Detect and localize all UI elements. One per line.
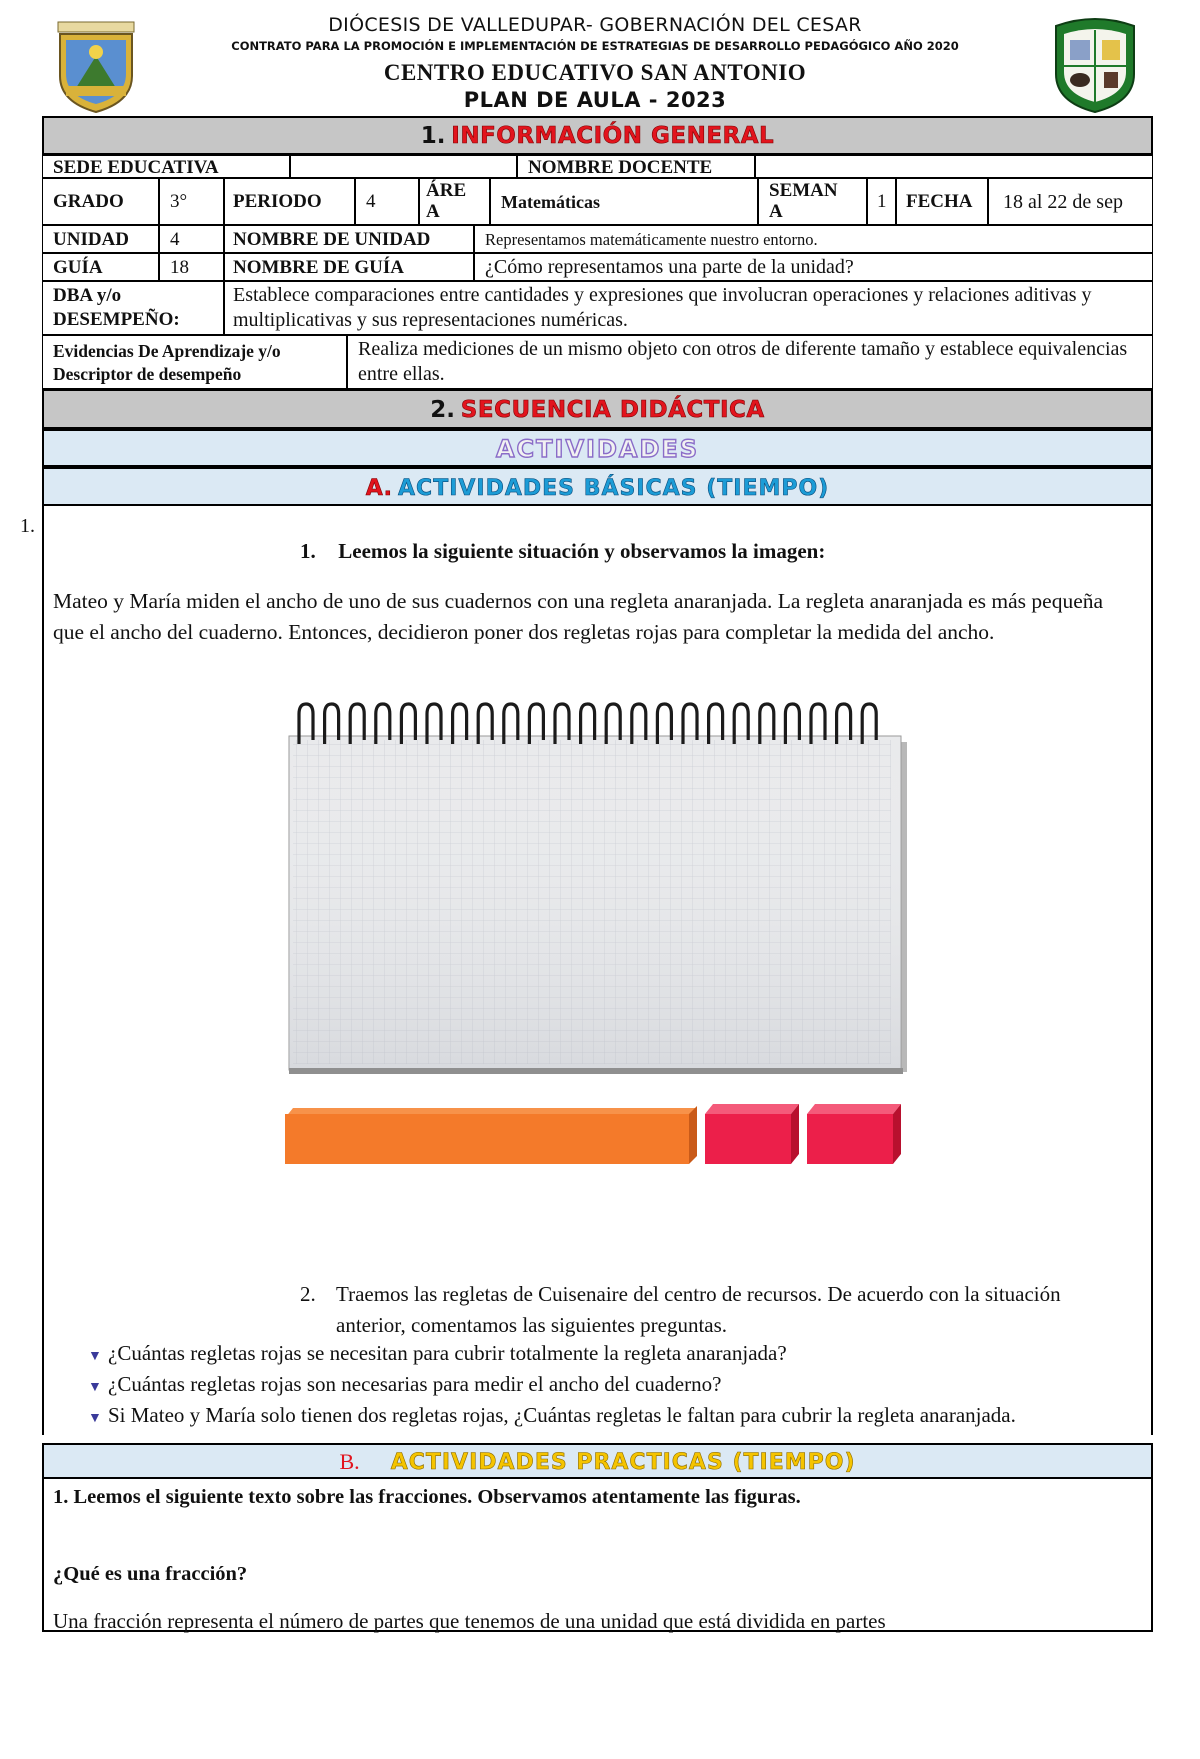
section-b-header — [42, 1443, 1153, 1479]
practical-question: ¿Qué es una fracción? — [53, 1563, 248, 1585]
margin-number: 1. — [20, 515, 35, 537]
basic-item-2-text: Traemos las regletas de Cuisenaire del centro de recursos. De acuerdo con la situación anterior, comentamos las siguientes preguntas. — [336, 1282, 1061, 1337]
section-2-header — [42, 389, 1153, 429]
section-b-title: ACTIVIDADES PRACTICAS (TIEMPO) — [390, 1450, 856, 1475]
section-a-title: ACTIVIDADES BÁSICAS (TIEMPO) — [398, 476, 830, 501]
section-b-letter: B. — [339, 1449, 360, 1474]
grado-value-cell — [159, 178, 224, 225]
semana-value: 1 — [877, 191, 887, 212]
bullet-arrow-icon: ▼ — [88, 1380, 102, 1395]
fecha-label: FECHA — [906, 191, 973, 212]
section-a-letter: A. — [365, 476, 393, 501]
grado-label: GRADO — [53, 191, 124, 212]
sede-label-cell — [42, 155, 290, 178]
periodo-label-cell — [224, 178, 355, 225]
nombre-unidad-label: NOMBRE DE UNIDAD — [233, 229, 431, 250]
grado-value: 3° — [170, 191, 188, 212]
basic-item-1 — [300, 539, 825, 564]
section-2-number: 2. — [430, 397, 456, 423]
guia-value: 18 — [170, 257, 189, 278]
docente-label-cell — [517, 155, 755, 178]
question-1-text: ¿Cuántas regletas rojas se necesitan para cubrir totalmente la regleta anaranjada? — [108, 1341, 787, 1365]
nombre-guia-value-cell — [474, 253, 1153, 281]
evidencias-label-cell — [42, 335, 347, 389]
nombre-guia-value: ¿Cómo representamos una parte de la unidad? — [485, 256, 854, 278]
header-plan-title: PLAN DE AULA - 2023 — [463, 88, 727, 112]
guia-label: GUÍA — [53, 257, 103, 278]
periodo-label: PERIODO — [233, 191, 322, 212]
basic-item-1-title: Leemos la siguiente situación y observamos la imagen: — [338, 539, 826, 563]
nombre-guia-label: NOMBRE DE GUÍA — [233, 257, 405, 278]
notebook-image — [285, 700, 917, 1180]
nombre-guia-label-cell — [224, 253, 474, 281]
section-1-title: INFORMACIÓN GENERAL — [451, 123, 775, 149]
fecha-label-cell — [896, 178, 988, 225]
area-label: ÁRE A — [426, 180, 467, 222]
question-2-text: ¿Cuántas regletas rojas son necesarias para medir el ancho del cuaderno? — [108, 1372, 722, 1396]
section-2-title: SECUENCIA DIDÁCTICA — [460, 397, 765, 423]
section-a-header — [42, 467, 1153, 506]
section-1-number: 1. — [420, 123, 446, 149]
actividades-title: ACTIVIDADES — [495, 435, 700, 463]
fecha-value-cell — [988, 178, 1153, 225]
bullet-arrow-icon: ▼ — [88, 1349, 102, 1364]
practical-text: Una fracción representa el número de partes que tenemos de una unidad que está dividida en partes — [53, 1609, 886, 1633]
header-diocese: DIÓCESIS DE VALLEDUPAR- GOBERNACIÓN DEL CESAR — [328, 14, 862, 36]
evidencias-value-cell — [347, 335, 1153, 389]
red-rod-2 — [807, 1104, 901, 1164]
question-2 — [88, 1372, 721, 1397]
orange-rod — [285, 1106, 697, 1164]
header-contract: CONTRATO PARA LA PROMOCIÓN E IMPLEMENTACIÓN DE ESTRATEGIAS DE DESARROLLO PEDAGÓGICO AÑO 2020 — [231, 39, 959, 53]
docente-value-cell[interactable] — [755, 155, 1153, 178]
left-shield-logo — [52, 18, 140, 116]
dba-label: DBA y/o DESEMPEÑO: — [53, 285, 180, 330]
guia-label-cell — [42, 253, 159, 281]
evidencias-value: Realiza mediciones de un mismo objeto con otros de diferente tamaño y establece equivalencias entre ellas. — [358, 338, 1128, 385]
question-3 — [88, 1403, 1016, 1428]
area-label-cell — [419, 178, 490, 225]
grado-label-cell — [42, 178, 159, 225]
unidad-label: UNIDAD — [53, 229, 129, 250]
area-value-cell — [490, 178, 758, 225]
periodo-value-cell — [355, 178, 419, 225]
semana-label: SEMAN A — [769, 180, 838, 222]
dba-label-cell — [42, 281, 224, 335]
evidencias-label: Evidencias De Aprendizaje y/o Descriptor de desempeño — [53, 341, 281, 384]
situation-paragraph: Mateo y María miden el ancho de uno de sus cuadernos con una regleta anaranjada. La regleta anaranjada es más pequeña que el ancho del cuaderno. Entonces, decidieron poner dos regletas rojas para completar la medida del ancho. — [53, 589, 1104, 644]
periodo-value: 4 — [366, 191, 376, 212]
basic-item-2-number: 2. — [300, 1282, 316, 1306]
nombre-unidad-value: Representamos matemáticamente nuestro entorno. — [485, 230, 818, 249]
actividades-header — [42, 429, 1153, 467]
unidad-value-cell — [159, 225, 224, 253]
question-1 — [88, 1341, 787, 1366]
right-shield-logo — [1050, 16, 1140, 116]
nombre-unidad-label-cell — [224, 225, 474, 253]
guia-value-cell — [159, 253, 224, 281]
dba-value: Establece comparaciones entre cantidades y expresiones que involucran operaciones y relaciones aditivas y multiplicativas y sus representaciones numéricas. — [233, 284, 1092, 331]
sede-label: SEDE EDUCATIVA — [53, 157, 219, 178]
basic-item-1-number: 1. — [300, 539, 316, 563]
question-3-text: Si Mateo y María solo tienen dos regletas rojas, ¿Cuántas regletas le faltan para cubrir la regleta anaranjada. — [108, 1403, 1016, 1427]
practical-item-1: 1. Leemos el siguiente texto sobre las fracciones. Observamos atentamente las figuras. — [53, 1486, 801, 1508]
semana-value-cell — [867, 178, 896, 225]
header-school-name: CENTRO EDUCATIVO SAN ANTONIO — [383, 60, 807, 85]
fecha-value: 18 al 22 de sep — [1003, 191, 1123, 213]
unidad-label-cell — [42, 225, 159, 253]
semana-label-cell — [758, 178, 867, 225]
area-value: Matemáticas — [501, 192, 600, 212]
sede-value-cell[interactable] — [290, 155, 517, 178]
nombre-unidad-value-cell — [474, 225, 1153, 253]
dba-value-cell — [224, 281, 1153, 335]
docente-label: NOMBRE DOCENTE — [528, 157, 713, 178]
red-rod-1 — [705, 1104, 799, 1164]
unidad-value: 4 — [170, 229, 180, 250]
bullet-arrow-icon: ▼ — [88, 1411, 102, 1426]
section-1-header — [42, 116, 1153, 155]
